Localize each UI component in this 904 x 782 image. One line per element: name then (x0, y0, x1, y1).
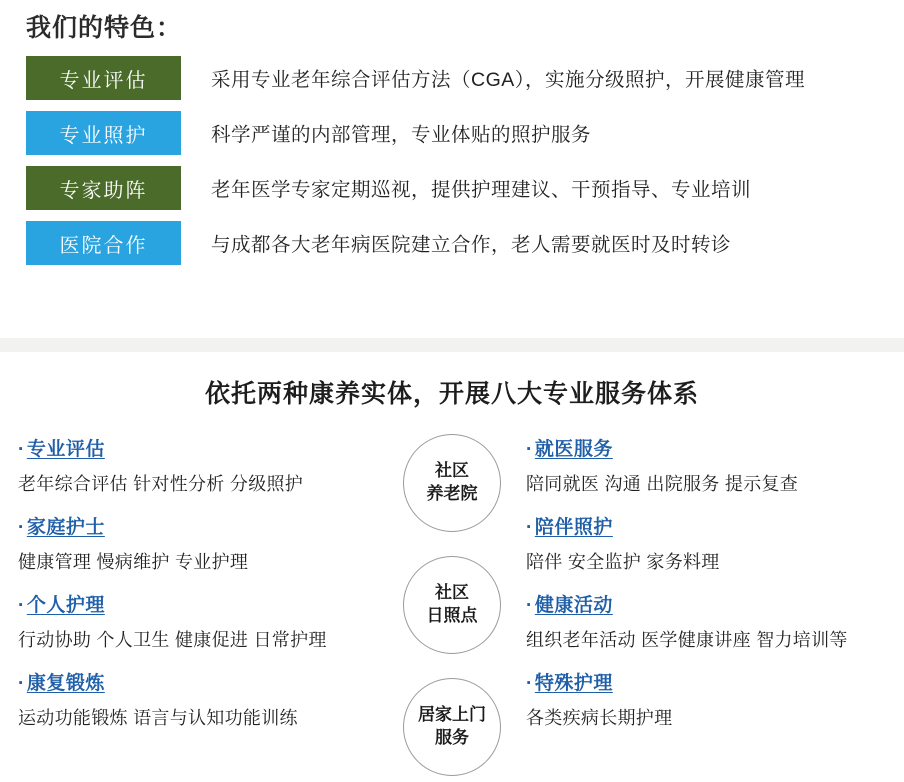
entity-circles (392, 434, 512, 776)
service-item (526, 512, 886, 574)
entity-circle-line2: 服务 (435, 728, 469, 747)
service-details: 运动功能锻炼 语言与认知功能训练 (18, 708, 298, 728)
service-heading (526, 590, 886, 617)
bullet-icon: · (526, 439, 533, 460)
bullet-icon: · (18, 673, 25, 694)
section-divider (0, 338, 904, 352)
service-item (18, 590, 378, 652)
features-section (0, 0, 904, 265)
service-heading (526, 668, 886, 695)
feature-row (0, 111, 904, 155)
service-details: 健康管理 慢病维护 专业护理 (18, 552, 249, 572)
feature-description: 采用专业老年综合评估方法（CGA），实施分级照护，开展健康管理 (211, 69, 806, 91)
services-right-column (516, 434, 886, 746)
feature-tag: 专业评估 (26, 56, 181, 100)
feature-row (0, 56, 904, 100)
feature-list (0, 56, 904, 265)
services-grid (0, 434, 904, 746)
services-title: 依托两种康养实体，开展八大专业服务体系 (204, 380, 699, 408)
service-name: 个人护理 (26, 595, 105, 616)
feature-tag: 医院合作 (26, 221, 181, 265)
entity-circle (403, 556, 501, 654)
service-item (18, 512, 378, 574)
entity-circle-line1: 社区 (435, 461, 469, 481)
service-name: 特殊护理 (534, 673, 613, 694)
service-item (526, 590, 886, 652)
entity-circle (403, 434, 501, 532)
entity-circle-line1: 居家上门 (418, 705, 486, 725)
entity-circle (403, 678, 501, 776)
page-title: 我们的特色： (26, 14, 183, 42)
service-name: 陪伴照护 (534, 517, 613, 538)
service-details: 陪同就医 沟通 出院服务 提示复查 (526, 474, 799, 494)
service-details: 各类疾病长期护理 (526, 708, 673, 728)
feature-row (0, 166, 904, 210)
service-heading (18, 668, 378, 695)
bullet-icon: · (18, 595, 25, 616)
spacer (0, 276, 904, 338)
feature-description: 老年医学专家定期巡视，提供护理建议、干预指导、专业培训 (211, 179, 752, 201)
service-item (526, 434, 886, 496)
service-heading (526, 434, 886, 461)
service-name: 就医服务 (534, 439, 613, 460)
services-left-column (18, 434, 378, 746)
feature-tag: 专业照护 (26, 111, 181, 155)
service-heading (18, 512, 378, 539)
bullet-icon: · (526, 673, 533, 694)
feature-description: 与成都各大老年病医院建立合作，老人需要就医时及时转诊 (211, 234, 732, 256)
bullet-icon: · (526, 517, 533, 538)
service-item (18, 668, 378, 730)
service-details: 组织老年活动 医学健康讲座 智力培训等 (526, 630, 848, 650)
feature-description: 科学严谨的内部管理，专业体贴的照护服务 (211, 124, 592, 146)
service-name: 康复锻炼 (26, 673, 105, 694)
service-item (526, 668, 886, 730)
services-section (0, 352, 904, 746)
entity-circle-line2: 日照点 (426, 606, 478, 625)
entity-circle-line2: 养老院 (426, 484, 478, 503)
service-details: 老年综合评估 针对性分析 分级照护 (18, 474, 304, 494)
service-name: 专业评估 (26, 439, 105, 460)
entity-circle-line1: 社区 (435, 583, 469, 603)
feature-tag: 专家助阵 (26, 166, 181, 210)
service-name: 家庭护士 (26, 517, 105, 538)
bullet-icon: · (18, 439, 25, 460)
feature-row (0, 221, 904, 265)
service-details: 行动协助 个人卫生 健康促进 日常护理 (18, 630, 327, 650)
service-name: 健康活动 (534, 595, 613, 616)
service-item (18, 434, 378, 496)
service-heading (526, 512, 886, 539)
service-details: 陪伴 安全监护 家务料理 (526, 552, 720, 572)
bullet-icon: · (18, 517, 25, 538)
service-heading (18, 434, 378, 461)
service-heading (18, 590, 378, 617)
bullet-icon: · (526, 595, 533, 616)
